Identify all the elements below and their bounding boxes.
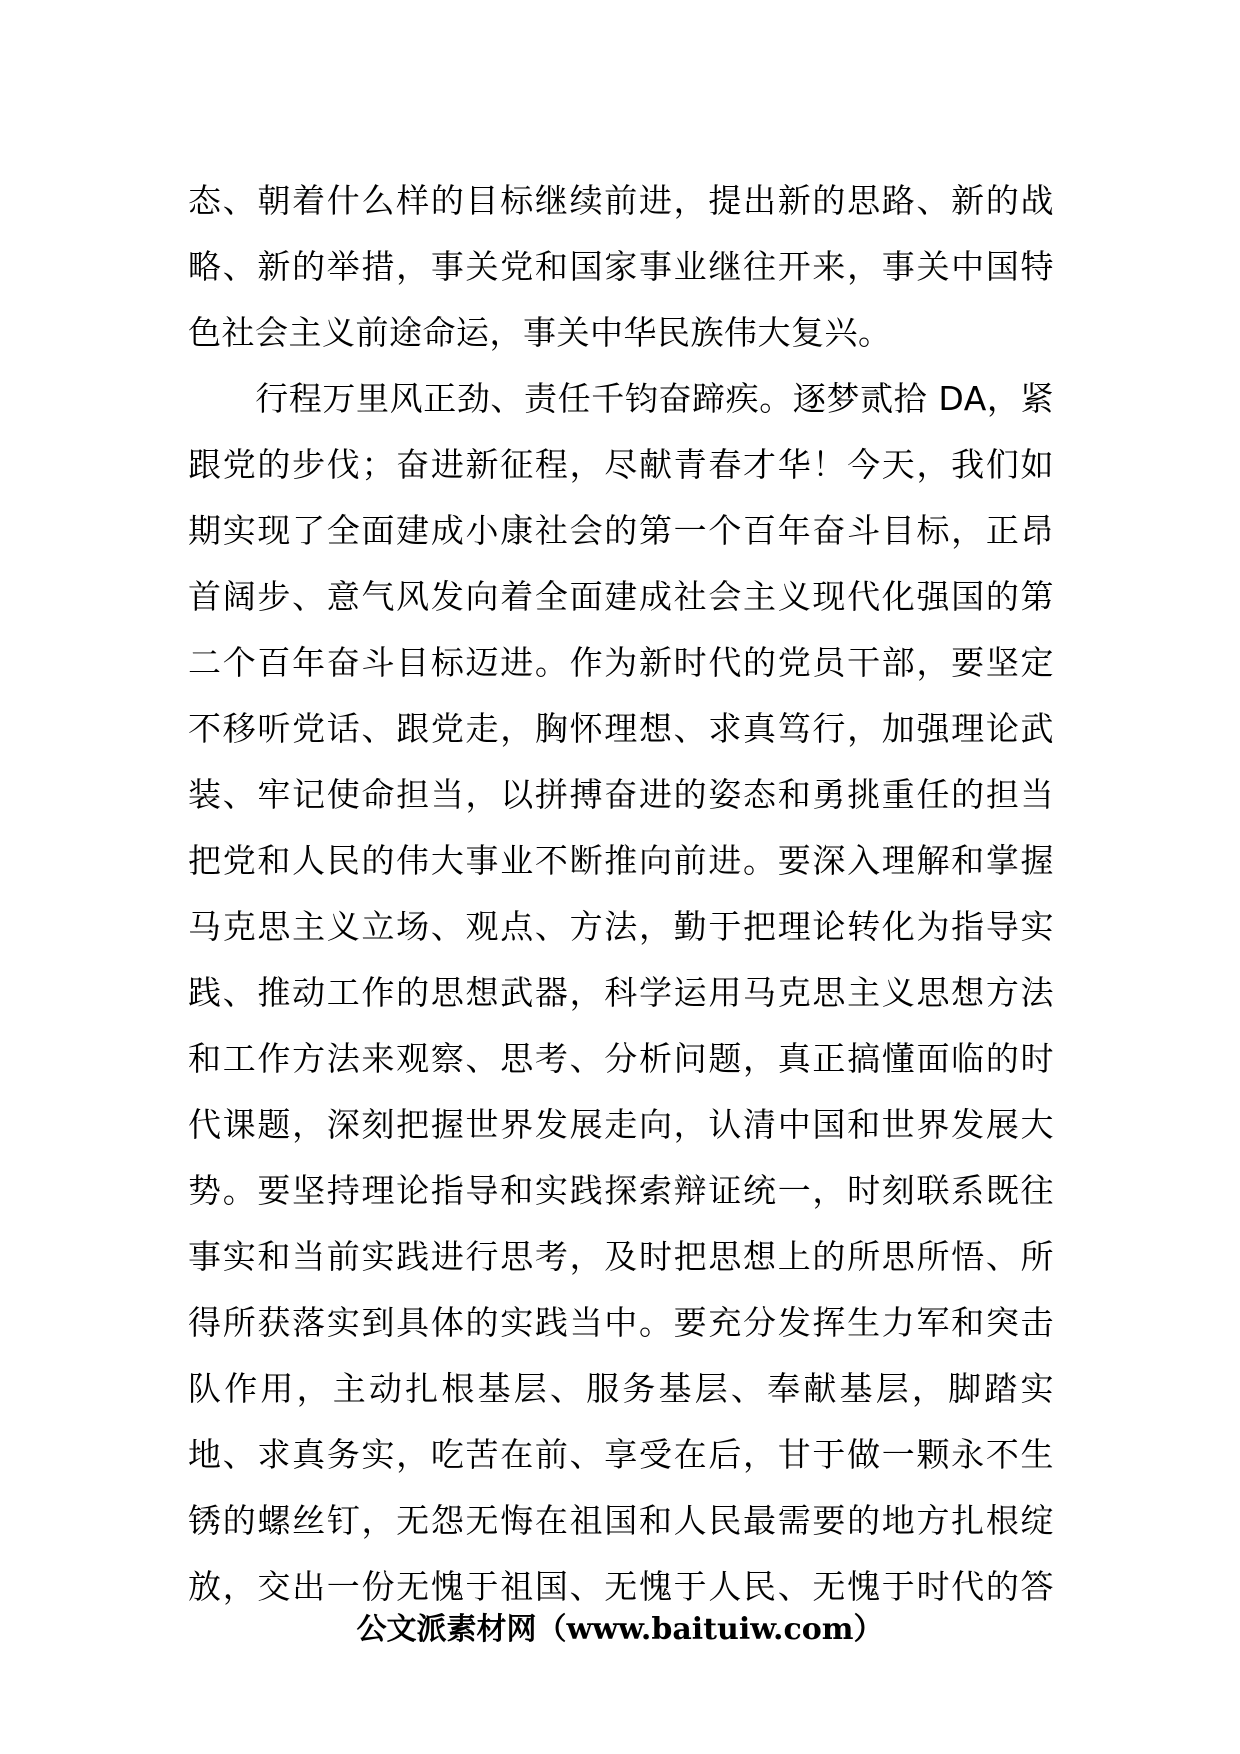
text-line: 态、朝着什么样的目标继续前进，提出新的思路、新的战	[188, 181, 1054, 220]
text-line: 色社会主义前途命运，事关中华民族伟大复兴。	[188, 313, 892, 352]
text-line: 马克思主义立场、观点、方法，勤于把理论转化为指导实	[188, 907, 1054, 946]
text-line: 队作用，主动扎根基层、服务基层、奉献基层，脚踏实	[188, 1369, 1054, 1408]
text-line: 和工作方法来观察、思考、分析问题，真正搞懂面临的时	[188, 1039, 1054, 1078]
text-line: 把党和人民的伟大事业不断推向前进。要深入理解和掌握	[188, 841, 1054, 880]
text-line: 期实现了全面建成小康社会的第一个百年奋斗目标，正昂	[188, 511, 1054, 550]
text-line: 跟党的步伐；奋进新征程，尽献青春才华！今天，我们如	[188, 445, 1054, 484]
text-line: 得所获落实到具体的实践当中。要充分发挥生力军和突击	[188, 1303, 1054, 1342]
text-line: 装、牢记使命担当，以拼搏奋进的姿态和勇挑重任的担当	[188, 775, 1054, 814]
text-line: 放，交出一份无愧于祖国、无愧于人民、无愧于时代的答	[188, 1567, 1054, 1606]
text-line: 略、新的举措，事关党和国家事业继往开来，事关中国特	[188, 247, 1054, 286]
text-line: 首阔步、意气风发向着全面建成社会主义现代化强国的第	[188, 577, 1054, 616]
text-line: 锈的螺丝钉，无怨无悔在祖国和人民最需要的地方扎根绽	[188, 1501, 1054, 1540]
text-line: 践、推动工作的思想武器，科学运用马克思主义思想方法	[188, 973, 1054, 1012]
text-line: 行程万里风正劲、责任千钧奋蹄疾。逐梦贰拾 DA，紧	[188, 379, 1054, 418]
text-line: 二个百年奋斗目标迈进。作为新时代的党员干部，要坚定	[188, 643, 1054, 682]
text-line: 势。要坚持理论指导和实践探索辩证统一，时刻联系既往	[188, 1171, 1054, 1210]
text-line: 代课题，深刻把握世界发展走向，认清中国和世界发展大	[188, 1105, 1054, 1144]
footer-watermark: 公文派素材网（www.baituiw.com）	[356, 1612, 884, 1647]
text-line: 不移听党话、跟党走，胸怀理想、求真笃行，加强理论武	[188, 709, 1054, 748]
text-line: 事实和当前实践进行思考，及时把思想上的所思所悟、所	[188, 1237, 1054, 1276]
document-body	[188, 168, 1054, 1620]
text-line: 地、求真务实，吃苦在前、享受在后，甘于做一颗永不生	[188, 1435, 1054, 1474]
